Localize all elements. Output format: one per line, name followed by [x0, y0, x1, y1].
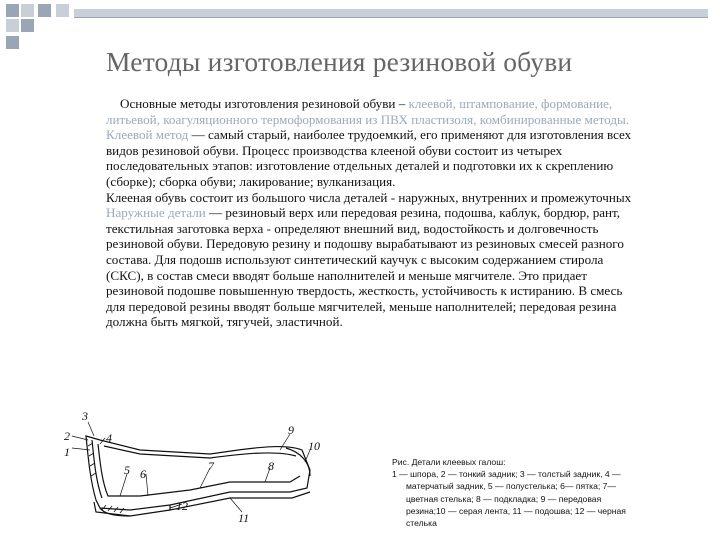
slide-body	[106, 96, 636, 330]
term-glue-method: Клеевой метод	[106, 127, 189, 143]
paragraph-methods: Основные методы изготовления резиновой обуви – клеевой, штампование, формование, литьевой, коагуляционного термоформования из ПВХ пластизоля, комбинированные методы.	[106, 96, 630, 127]
paragraph-outer-parts: Наружные детали — резиновый верх или передовая резина, подошва, каблук, бордюр, рант, текстильная заготовка верха - определяют внешний вид, водостойкость и долговечность резиновой обуви. Передовую резину и подошву вырабатывают из резиновых смесей разного состава. Для подошв используют синтетический каучук с высоким содержанием стирола (СКС), в состав смеси вводят больше наполнителей и меньше мягчителе. Это придает резиновой подошве повышенную твердость, жесткость, устойчивость к истиранию. В смесь для передовой резины вводят больше мягчителей, меньше наполнителей; передовая резина должна быть мягкой, тягучей, эластичной.	[106, 205, 624, 330]
caption-line: стелька	[406, 518, 437, 529]
caption-line: 1 — шпора, 2 — тонкий задник; 3 — толстый задник, 4 —	[392, 469, 621, 480]
label-10: 10	[308, 439, 320, 453]
label-9: 9	[288, 423, 294, 437]
caption-line: Рис. Детали клеевых галош:	[392, 457, 506, 467]
caption-line: цветная стелька; 8 — подкладка; 9 — передовая	[406, 493, 602, 504]
label-8: 8	[268, 459, 274, 473]
term-outer-parts: Наружные детали	[106, 205, 206, 221]
label-1: 1	[64, 445, 70, 459]
label-11: 11	[238, 511, 250, 525]
galosh-diagram	[60, 410, 340, 530]
label-2: 2	[64, 429, 70, 443]
methods-list: клеевой, штампование, формование, литьевой, коагуляционного термоформования из ПВХ пластизоля, комбинированные методы.	[106, 96, 630, 127]
page-title: Методы изготовления резиновой обуви	[106, 46, 573, 77]
paragraph-parts: Клееная обувь состоит из большого числа деталей - наружных, внутренних и промежуточных	[106, 189, 632, 205]
paragraph-glue-method: Клеевой метод — самый старый, наиболее трудоемкий, его применяют для изготовления всех видов резиновой обуви. Процесс производства клееной обуви состоит из четырех последовательных этапов: изготовление отдельных деталей и подготовки их к скреплению (сборке); сборка обуви; лакирование; вулканизация.	[106, 127, 632, 189]
label-3: 3	[82, 410, 88, 423]
label-7: 7	[208, 459, 214, 473]
figure-caption	[392, 456, 677, 529]
caption-line: матерчатый задник, 5 — полустелька; 6— пятка; 7—	[406, 481, 617, 492]
label-6: 6	[140, 467, 146, 481]
caption-line: резина;10 — серая лента, 11 — подошва; 12 — черная	[406, 505, 626, 516]
label-12: 12	[176, 499, 188, 513]
label-5: 5	[124, 463, 130, 477]
label-4: 4	[106, 431, 112, 445]
